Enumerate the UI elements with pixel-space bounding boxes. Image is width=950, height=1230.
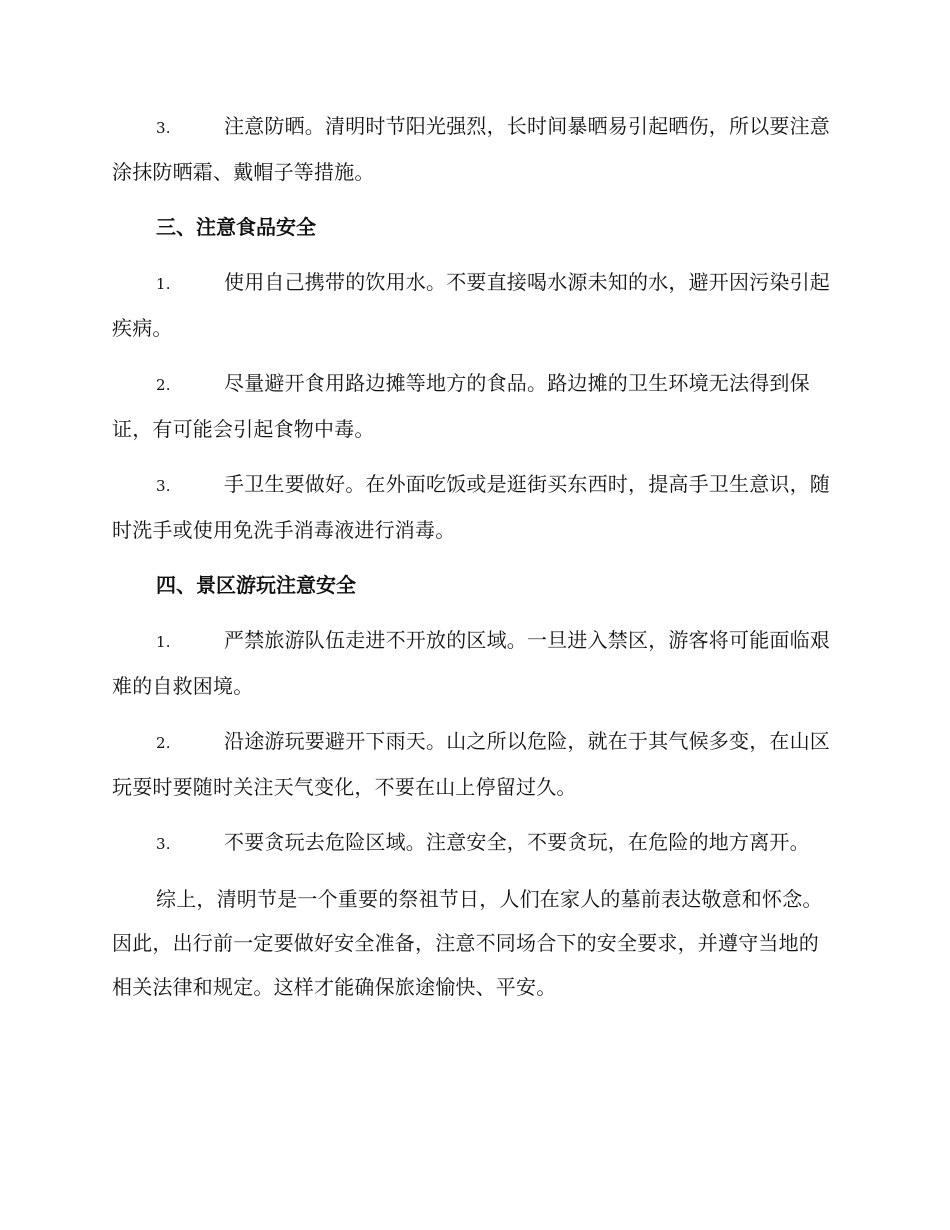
item-number: 2. — [156, 734, 171, 752]
item-text: 尽量避开食用路边摊等地方的食品。路边摊的卫生环境无法得到保证，有可能会引起食物中毒。 — [112, 371, 810, 441]
document-body — [112, 104, 834, 1009]
item-number: 1. — [156, 275, 171, 293]
item-number: 2. — [156, 376, 171, 394]
list-item — [112, 462, 834, 552]
list-item — [112, 618, 834, 708]
item-text: 不要贪玩去危险区域。注意安全，不要贪玩，在危险的地方离开。 — [224, 830, 810, 854]
item-number: 3. — [156, 119, 171, 137]
list-item — [112, 719, 834, 809]
item-number: 3. — [156, 835, 171, 853]
list-item — [112, 104, 834, 194]
item-text: 手卫生要做好。在外面吃饭或是逛街买东西时，提高手卫生意识，随时洗手或使用免洗手消毒液进行消毒。 — [112, 472, 830, 542]
item-number: 3. — [156, 477, 171, 495]
item-text: 严禁旅游队伍走进不开放的区域。一旦进入禁区，游客将可能面临艰难的自救困境。 — [112, 628, 830, 698]
item-text: 沿途游玩要避开下雨天。山之所以危险，就在于其气候多变，在山区玩耍时要随时关注天气变化，不要在山上停留过久。 — [112, 729, 830, 799]
list-item — [112, 820, 834, 866]
item-text: 注意防晒。清明时节阳光强烈，长时间暴晒易引起晒伤，所以要注意涂抹防晒霜、戴帽子等措施。 — [112, 114, 830, 184]
item-text: 使用自己携带的饮用水。不要直接喝水源未知的水，避开因污染引起疾病。 — [112, 270, 830, 340]
section-heading: 三、注意食品安全 — [156, 215, 316, 239]
conclusion-paragraph: 综上，清明节是一个重要的祭祖节日，人们在家人的墓前表达敬意和怀念。因此，出行前一定要做好安全准备，注意不同场合下的安全要求，并遵守当地的相关法律和规定。这样才能确保旅途愉快、平安。 — [112, 887, 823, 999]
item-number: 1. — [156, 633, 171, 651]
section-heading: 四、景区游玩注意安全 — [156, 573, 356, 597]
list-item — [112, 260, 834, 350]
list-item — [112, 361, 834, 451]
